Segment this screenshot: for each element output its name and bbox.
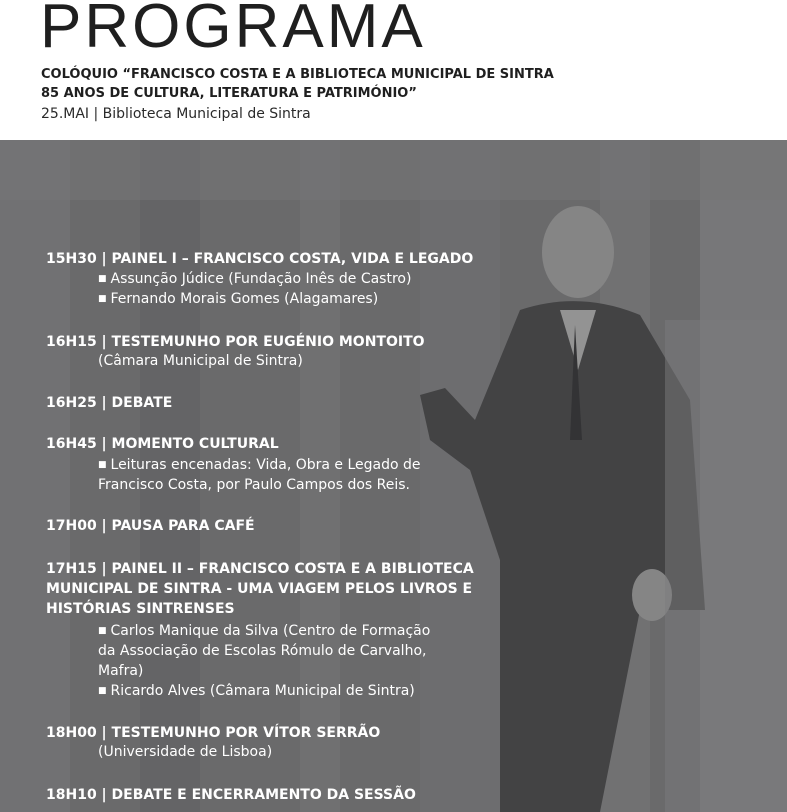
- schedule-item-detail: Francisco Costa, por Paulo Campos dos Reis.: [98, 477, 410, 493]
- bullet-icon: ■: [98, 686, 107, 696]
- schedule-item-detail: [98, 290, 518, 311]
- schedule-item-heading: HISTÓRIAS SINTRENSES: [46, 601, 235, 617]
- speaker-text: Fernando Morais Gomes (Alagamares): [110, 291, 379, 307]
- schedule-item-heading: 18H10 | DEBATE E ENCERRAMENTO DA SESSÃO: [46, 787, 416, 803]
- bullet-icon: ■: [98, 294, 107, 304]
- page-title: PROGRAMA: [40, 0, 426, 61]
- activity-text: Leituras encenadas: Vida, Obra e Legado de: [110, 457, 421, 473]
- schedule-item-heading: 18H00 | TESTEMUNHO POR VÍTOR SERRÃO: [46, 725, 381, 741]
- schedule-item-heading: 17H15 | PAINEL II – FRANCISCO COSTA E A BIBLIOTECA: [46, 561, 474, 577]
- schedule-item-detail: [98, 622, 518, 643]
- schedule-item-detail: [98, 682, 518, 703]
- schedule-item-heading: 17H00 | PAUSA PARA CAFÉ: [46, 518, 255, 534]
- bullet-icon: ■: [98, 626, 107, 636]
- schedule-item-detail: (Câmara Municipal de Sintra): [98, 353, 303, 369]
- schedule-item-heading: 15H30 | PAINEL I – FRANCISCO COSTA, VIDA E LEGADO: [46, 251, 474, 267]
- event-subtitle-line1: COLÓQUIO “FRANCISCO COSTA E A BIBLIOTECA MUNICIPAL DE SINTRA: [41, 67, 554, 82]
- event-subtitle-line2: 85 ANOS DE CULTURA, LITERATURA E PATRIMÓNIO”: [41, 86, 417, 101]
- schedule-item-heading: MUNICIPAL DE SINTRA - UMA VIAGEM PELOS LIVROS E: [46, 581, 473, 597]
- schedule-item-detail: Mafra): [98, 663, 144, 679]
- schedule-item-heading: 16H45 | MOMENTO CULTURAL: [46, 436, 279, 452]
- event-date-place: 25.MAI | Biblioteca Municipal de Sintra: [41, 106, 311, 122]
- schedule-item-detail: da Associação de Escolas Rómulo de Carvalho,: [98, 643, 427, 659]
- schedule-item-detail: [98, 456, 518, 477]
- schedule-item-heading: 16H15 | TESTEMUNHO POR EUGÉNIO MONTOITO: [46, 334, 425, 350]
- schedule-item-heading: 16H25 | DEBATE: [46, 395, 173, 411]
- schedule-item-detail: [98, 270, 518, 291]
- schedule-item-detail: (Universidade de Lisboa): [98, 744, 273, 760]
- speaker-text: Ricardo Alves (Câmara Municipal de Sintra): [110, 683, 415, 699]
- bullet-icon: ■: [98, 274, 107, 284]
- speaker-text: Assunção Júdice (Fundação Inês de Castro): [110, 271, 412, 287]
- bullet-icon: ■: [98, 460, 107, 470]
- speaker-text: Carlos Manique da Silva (Centro de Formação: [110, 623, 431, 639]
